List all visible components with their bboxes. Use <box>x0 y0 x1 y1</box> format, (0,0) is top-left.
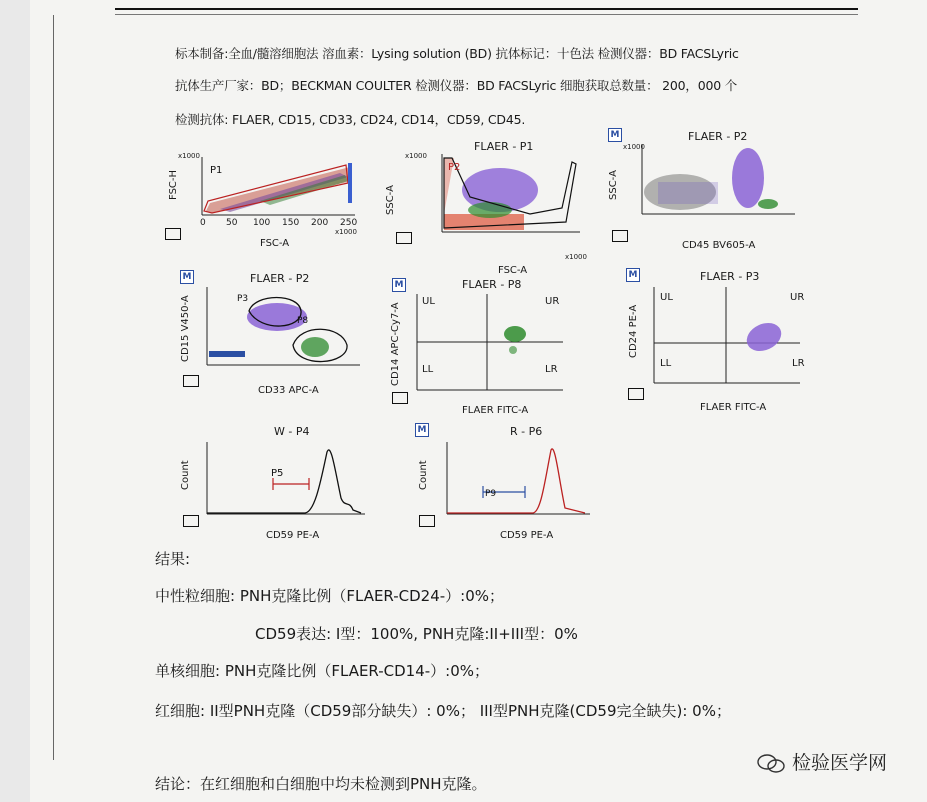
x-tick: 100 <box>253 218 271 228</box>
zoom-bracket-icon[interactable] <box>165 228 181 240</box>
watermark-text: 检验医学网 <box>791 752 887 774</box>
x-axis-label: FLAER FITC-A <box>462 405 529 416</box>
plot-title: FLAER - P2 <box>250 272 310 285</box>
x-axis-label: CD45 BV605-A <box>682 240 756 251</box>
quadrant-ur: UR <box>545 296 560 307</box>
y-axis-label: CD24 PE-A <box>628 304 639 358</box>
gate-label: P3 <box>237 294 249 304</box>
plot-title: FLAER - P2 <box>688 130 748 143</box>
x-axis-label: FSC-A <box>498 265 528 276</box>
marker-badge: M <box>392 278 406 292</box>
gate-label: P9 <box>485 489 497 499</box>
quadrant-ul: UL <box>422 296 435 307</box>
y-axis-label: Count <box>180 460 191 490</box>
plot-title: R - P6 <box>510 425 543 438</box>
x-axis-label: FLAER FITC-A <box>700 402 767 413</box>
result-monocyte: 单核细胞: PNH克隆比例（FLAER-CD14-）:0%； <box>155 662 490 680</box>
gate-label: P8 <box>297 316 309 326</box>
left-border <box>53 15 54 760</box>
y-axis-label: FSC-H <box>168 169 179 200</box>
zoom-bracket-icon[interactable] <box>628 388 644 400</box>
quadrant-ll: LL <box>422 364 434 375</box>
y-axis-label: SSC-A <box>608 170 619 200</box>
x-axis-label: CD59 PE-A <box>266 530 320 541</box>
header-line-2: 抗体生产厂家：BD；BECKMAN COULTER 检测仪器：BD FACSLyric 细胞获取总数量： 200，000 个 <box>175 78 738 93</box>
zoom-bracket-icon[interactable] <box>183 375 199 387</box>
y-scale-note: x1000 <box>623 143 645 151</box>
x-tick: 200 <box>311 218 329 228</box>
svg-text:P1: P1 <box>210 165 223 176</box>
plot-title: FLAER - P3 <box>700 270 760 283</box>
marker-badge: M <box>180 270 194 284</box>
plot-area <box>440 152 585 244</box>
x-tick: 250 <box>340 218 358 228</box>
zoom-bracket-icon[interactable] <box>612 230 628 242</box>
result-cd59: CD59表达: I型：100%, PNH克隆:II+III型：0% <box>255 625 578 643</box>
plot-title: W - P4 <box>274 425 310 438</box>
result-rbc: 红细胞: II型PNH克隆（CD59部分缺失）: 0%； III型PNH克隆(CD59完全缺失): 0%； <box>155 702 731 720</box>
x-scale-note: x1000 <box>565 253 587 261</box>
zoom-bracket-icon[interactable] <box>396 232 412 244</box>
x-scale-note: x1000 <box>335 228 357 236</box>
quadrant-lr: LR <box>545 364 558 375</box>
y-axis-label: SSC-A <box>385 185 396 215</box>
zoom-bracket-icon[interactable] <box>392 392 408 404</box>
plot-area <box>205 440 370 520</box>
results-heading: 结果: <box>155 550 191 568</box>
watermark <box>756 748 887 775</box>
x-tick: 0 <box>200 218 206 228</box>
quadrant-ur: UR <box>790 292 805 303</box>
x-axis-label: CD33 APC-A <box>258 385 319 396</box>
quadrant-ul: UL <box>660 292 673 303</box>
zoom-bracket-icon[interactable] <box>419 515 435 527</box>
x-axis-label: CD59 PE-A <box>500 530 554 541</box>
plot-area <box>205 285 365 375</box>
result-neutrophil: 中性粒细胞: PNH克隆比例（FLAER-CD24-）:0%； <box>155 587 505 605</box>
svg-text:P2: P2 <box>448 162 461 173</box>
gate-label: P5 <box>271 468 284 479</box>
quadrant-ll: LL <box>660 358 672 369</box>
x-axis-label: FSC-A <box>260 238 290 249</box>
plot-area <box>415 292 565 397</box>
wechat-icon <box>756 753 786 775</box>
top-rule-thin <box>115 14 858 15</box>
plot-area <box>640 142 800 232</box>
y-scale-note: x1000 <box>405 152 427 160</box>
conclusion: 结论：在红细胞和白细胞中均未检测到PNH克隆。 <box>155 775 487 793</box>
y-axis-label: CD14 APC-Cy7-A <box>390 302 401 386</box>
plot-title: FLAER - P1 <box>474 140 534 153</box>
header-line-3: 检测抗体: FLAER, CD15, CD33, CD24, CD14，CD59, CD45. <box>175 112 526 127</box>
y-scale-note: x1000 <box>178 152 200 160</box>
plot-title: FLAER - P8 <box>462 278 522 291</box>
marker-badge: M <box>626 268 640 282</box>
plot-area <box>200 155 360 235</box>
top-rule <box>115 8 858 10</box>
quadrant-lr: LR <box>792 358 805 369</box>
y-axis-label: CD15 V450-A <box>180 295 191 362</box>
marker-badge: M <box>415 423 429 437</box>
zoom-bracket-icon[interactable] <box>183 515 199 527</box>
header-line-1: 标本制备:全血/髓溶细胞法 溶血素：Lysing solution (BD) 抗体标记：十色法 检测仪器：BD FACSLyric <box>175 46 739 61</box>
x-tick: 150 <box>282 218 300 228</box>
x-tick: 50 <box>226 218 238 228</box>
plot-area <box>445 440 595 520</box>
plot-area <box>652 285 805 390</box>
y-axis-label: Count <box>418 460 429 490</box>
marker-badge: M <box>608 128 622 142</box>
